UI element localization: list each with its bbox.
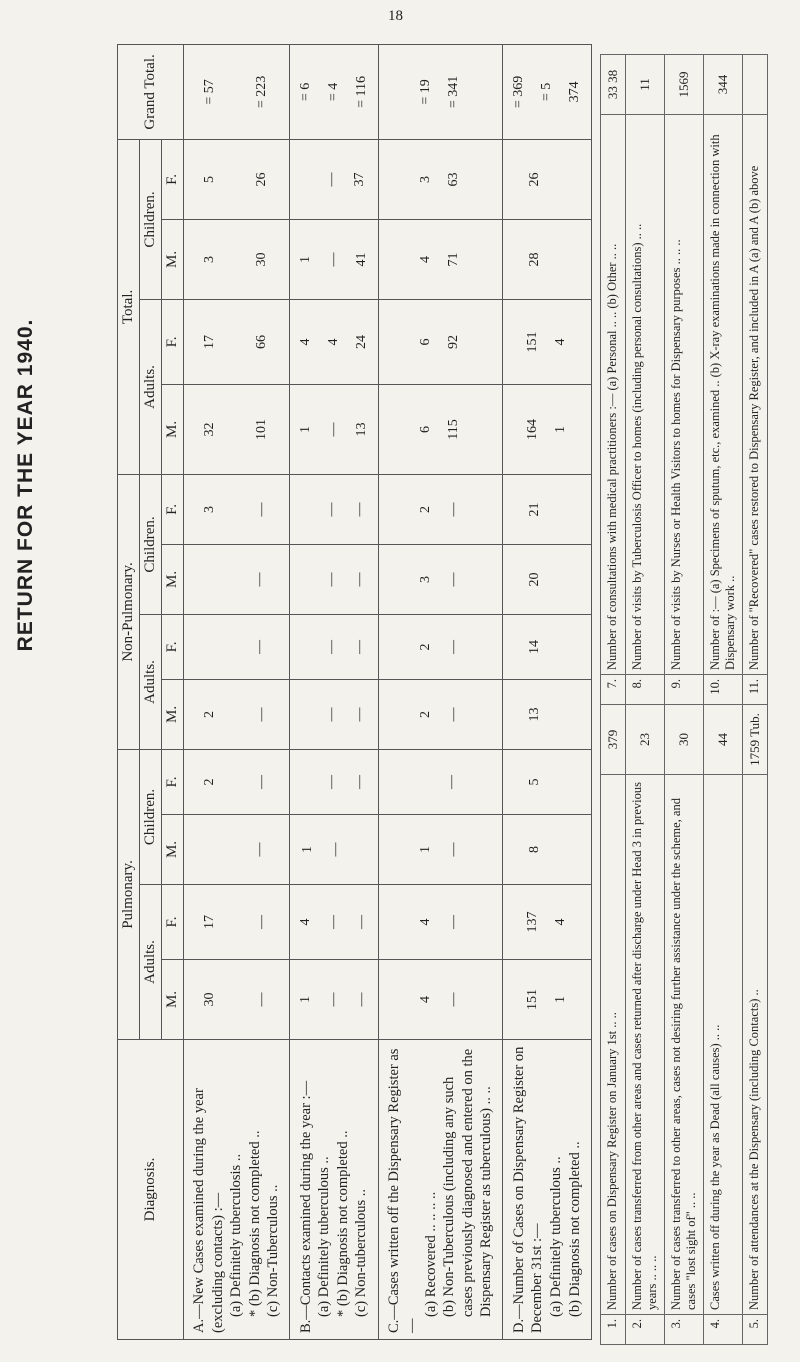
- col-m: M.: [162, 544, 184, 614]
- cell-value: = 19: [418, 79, 434, 105]
- cell-value: —: [325, 422, 341, 437]
- section-title: C.—Cases written off the Dispensary Register as—: [385, 1048, 421, 1333]
- summary-item-text: Number of cases transferred from other areas and cases returned after discharge under Head 3 in previous years .. .. ..: [626, 775, 665, 1315]
- cell-value: 1: [297, 425, 313, 433]
- value-cell: [378, 885, 502, 960]
- diagnosis-label: (b) Diagnosis not completed ..: [246, 1130, 263, 1307]
- cell-value: [549, 753, 573, 811]
- cell-value: 63: [446, 172, 462, 187]
- cell-value: 2: [418, 505, 434, 513]
- cell-value: [198, 618, 222, 676]
- pulmonary-header: Pulmonary.: [118, 749, 140, 1039]
- summary-item-text: Number of attendances at the Dispensary (including Contacts) ..: [743, 775, 768, 1315]
- cell-value: 20: [527, 572, 543, 587]
- value-cell: [289, 885, 378, 960]
- diagnosis-cell: [378, 1040, 502, 1340]
- diagnosis-line: [566, 1046, 585, 1333]
- value-cell: [378, 544, 502, 614]
- summary-item-value: 344: [704, 55, 743, 115]
- cell-value: 28: [527, 252, 543, 267]
- cell-value: [294, 683, 318, 746]
- cell-value: 14: [527, 639, 543, 654]
- cell-value: [224, 223, 248, 296]
- cell-value: 3: [202, 255, 218, 263]
- col-f: F.: [162, 299, 184, 384]
- cell-value: —: [323, 707, 339, 722]
- cell-value: 4: [553, 338, 569, 346]
- value-cell: [289, 815, 378, 885]
- value-cell: [503, 749, 592, 814]
- cell-value: [224, 963, 248, 1036]
- cell-value: 3: [418, 575, 434, 583]
- cell-value: 32: [202, 422, 218, 437]
- diagnosis-label: (a) Definitely tuberculosis ..: [228, 1153, 245, 1317]
- cell-value: —: [323, 639, 339, 654]
- cell-value: [549, 683, 573, 746]
- cell-value: 5: [527, 778, 543, 786]
- col-m: M.: [162, 219, 184, 299]
- cell-value: —: [254, 502, 270, 517]
- summary-item-number: 8.: [626, 675, 665, 705]
- summary-item-value: 33 38: [601, 55, 626, 115]
- cell-value: 3: [202, 505, 218, 513]
- diagnosis-line: [547, 1046, 566, 1333]
- cell-value: 151: [525, 989, 541, 1010]
- cell-value: [549, 223, 573, 296]
- grand-total-header: Grand Total.: [118, 44, 184, 139]
- cell-value: 17: [202, 915, 218, 929]
- value-cell: [184, 749, 290, 814]
- summary-item-value: 1759 Tub.: [743, 705, 768, 775]
- summary-item-text: Number of visits by Tuberculosis Officer to homes (including personal consultations) .. ..: [626, 115, 665, 675]
- cell-value: —: [353, 992, 369, 1007]
- cell-value: 1: [297, 996, 313, 1003]
- cell-value: —: [325, 992, 341, 1007]
- value-cell: [503, 219, 592, 299]
- cell-value: [224, 388, 248, 471]
- section-title: A.—New Cases examined during the year (excluding contacts) :—: [191, 1088, 226, 1333]
- total-header: Total.: [118, 139, 140, 474]
- table-row: [378, 44, 502, 1339]
- cell-value: 6: [418, 338, 434, 346]
- summary-item-value: 44: [704, 705, 743, 775]
- value-cell: [289, 749, 378, 814]
- table-body: [184, 44, 592, 1339]
- diagnosis-line: [246, 1046, 265, 1333]
- cell-value: —: [351, 707, 367, 722]
- cell-value: —: [323, 172, 339, 187]
- cell-value: 24: [353, 334, 369, 349]
- cell-value: = 223: [254, 75, 270, 109]
- star-mark: *: [334, 1309, 351, 1317]
- cell-value: = 6: [297, 82, 313, 102]
- cell-value: —: [325, 252, 341, 267]
- summary-item-value: 11: [626, 55, 665, 115]
- summary-item-text: Number of consultations with medical practitioners :— (a) Personal .. .. (b) Other .. ..: [601, 115, 626, 675]
- star-mark: *: [246, 1309, 263, 1317]
- cell-value: 4: [553, 918, 569, 926]
- summary-item-number: 10.: [704, 675, 743, 705]
- summary-item-number: 3.: [665, 1315, 704, 1345]
- cell-value: [294, 618, 318, 676]
- diagnosis-cell: [184, 1040, 290, 1340]
- cell-value: = 369: [511, 75, 527, 109]
- value-cell: [378, 679, 502, 749]
- value-cell: [503, 474, 592, 544]
- cell-value: 1: [553, 425, 569, 433]
- cell-value: 8: [527, 846, 543, 853]
- cell-value: 115: [446, 419, 462, 440]
- cell-value: —: [446, 842, 462, 857]
- page-number: 18: [388, 8, 403, 24]
- cell-value: 26: [254, 172, 270, 187]
- cell-value: 1: [418, 846, 434, 853]
- cell-value: [198, 548, 222, 611]
- cell-value: —: [252, 639, 268, 654]
- cell-value: 6: [418, 425, 434, 433]
- cell-value: —: [446, 639, 462, 654]
- value-cell: [378, 960, 502, 1040]
- cell-value: 1: [297, 255, 313, 263]
- value-cell: [503, 384, 592, 474]
- cell-value: 13: [527, 707, 543, 722]
- value-cell: [378, 614, 502, 679]
- value-cell: [378, 815, 502, 885]
- col-m: M.: [162, 815, 184, 885]
- col-m: M.: [162, 384, 184, 474]
- diagnosis-cell: [503, 1040, 592, 1340]
- cell-value: 101: [254, 418, 270, 440]
- col-f: F.: [162, 885, 184, 960]
- cell-value: 30: [254, 252, 270, 267]
- diagnosis-label: (b) Diagnosis not completed ..: [334, 1130, 351, 1307]
- cell-value: = 4: [325, 82, 341, 102]
- cell-value: 2: [202, 778, 218, 786]
- cell-value: [414, 753, 438, 811]
- table-row: [184, 44, 290, 1339]
- value-cell: [184, 614, 290, 679]
- col-f: F.: [162, 614, 184, 679]
- nonpulm-adults-header: Adults.: [140, 614, 162, 749]
- summary-row: [626, 55, 665, 1345]
- summary-row: [601, 55, 626, 1345]
- cell-value: —: [351, 639, 367, 654]
- cell-value: [224, 48, 248, 136]
- value-cell: [378, 139, 502, 219]
- cell-value: 41: [353, 252, 369, 267]
- cell-value: 37: [351, 172, 367, 187]
- cell-value: 2: [202, 710, 218, 718]
- diagnosis-line: [440, 1046, 496, 1333]
- value-cell: [289, 384, 378, 474]
- summary-item-text: Number of visits by Nurses or Health Visitors to homes for Dispensary purposes .. .. ..: [665, 115, 704, 675]
- grand-total-cell: [289, 44, 378, 139]
- cell-value: —: [446, 502, 462, 517]
- diagnosis-line: [422, 1046, 441, 1333]
- cell-value: [350, 818, 374, 881]
- cell-value: [549, 143, 573, 216]
- cell-value: —: [327, 842, 343, 857]
- cell-value: 2: [418, 643, 434, 651]
- cell-value: —: [254, 915, 270, 929]
- cell-value: [222, 818, 246, 881]
- value-cell: [503, 544, 592, 614]
- value-cell: [184, 219, 290, 299]
- summary-item-value: [743, 55, 768, 115]
- diagnosis-line: [264, 1046, 283, 1333]
- cell-value: 5: [202, 175, 218, 183]
- value-cell: [184, 960, 290, 1040]
- cell-value: [294, 548, 318, 611]
- cell-value: —: [446, 572, 462, 587]
- cell-value: —: [252, 842, 268, 857]
- cell-value: 4: [418, 996, 434, 1003]
- non-pulmonary-header: Non-Pulmonary.: [118, 474, 140, 749]
- value-cell: [289, 474, 378, 544]
- value-cell: [378, 384, 502, 474]
- total-children-header: Children.: [140, 139, 162, 299]
- cell-value: = 5: [539, 82, 555, 102]
- value-cell: [289, 614, 378, 679]
- value-cell: [503, 139, 592, 219]
- grand-total-cell: [503, 44, 592, 139]
- table-row: [289, 44, 378, 1339]
- cell-value: [549, 818, 573, 881]
- side-title-text: RETURN FOR THE YEAR 1940.: [14, 318, 37, 652]
- cell-value: 13: [353, 422, 369, 437]
- cell-value: [294, 143, 318, 216]
- cell-value: = 341: [446, 75, 462, 109]
- cell-value: [224, 143, 248, 216]
- cell-value: [224, 683, 248, 746]
- cell-value: [549, 618, 573, 676]
- diagnosis-label: (a) Recovered .. .. .. ..: [422, 1191, 439, 1317]
- summary-item-number: 7.: [601, 675, 626, 705]
- diagnosis-line: [227, 1046, 246, 1333]
- cell-value: 2: [418, 710, 434, 718]
- summary-item-value: 23: [626, 705, 665, 775]
- cell-value: [224, 303, 248, 381]
- cell-value: —: [446, 992, 462, 1007]
- cell-value: —: [446, 915, 462, 929]
- cell-value: —: [351, 572, 367, 587]
- cell-value: [224, 888, 248, 956]
- value-cell: [378, 219, 502, 299]
- cell-value: 4: [325, 338, 341, 346]
- cell-value: = 57: [202, 79, 218, 105]
- value-cell: [184, 474, 290, 544]
- cell-value: 17: [202, 334, 218, 349]
- diagnosis-label: (c) Non-Tuberculous ..: [265, 1184, 282, 1317]
- value-cell: [184, 815, 290, 885]
- cell-value: [294, 753, 318, 811]
- cell-value: —: [353, 915, 369, 929]
- summary-row: [704, 55, 743, 1345]
- value-cell: [503, 614, 592, 679]
- cell-value: —: [252, 572, 268, 587]
- summary-item-text: Number of cases transferred to other areas, cases not desiring further assistance under the scheme, and cases "lost sight of" .. ..: [665, 775, 704, 1315]
- summary-row: [743, 55, 768, 1345]
- summary-item-number: 9.: [665, 675, 704, 705]
- nonpulm-children-header: Children.: [140, 474, 162, 614]
- diagnosis-line: [334, 1046, 353, 1333]
- cell-value: [549, 478, 573, 541]
- value-cell: [184, 544, 290, 614]
- value-cell: [289, 544, 378, 614]
- tuberculosis-return-table: [117, 44, 592, 1340]
- diagnosis-label: (a) Definitely tuberculous ..: [548, 1156, 565, 1317]
- cell-value: [294, 478, 318, 541]
- value-cell: [184, 384, 290, 474]
- value-cell: [503, 885, 592, 960]
- col-f: F.: [162, 139, 184, 219]
- section-title: B.—Contacts examined during the year :—: [297, 1080, 314, 1333]
- value-cell: [184, 679, 290, 749]
- col-f: F.: [162, 474, 184, 544]
- diagnosis-line: [315, 1046, 334, 1333]
- table-row: [503, 44, 592, 1339]
- summary-item-number: 1.: [601, 1315, 626, 1345]
- cell-value: 30: [202, 992, 218, 1007]
- cell-value: [198, 818, 222, 881]
- cell-value: —: [351, 502, 367, 517]
- summary-container: [600, 55, 768, 1345]
- pulm-children-header: Children.: [140, 749, 162, 884]
- cell-value: —: [446, 707, 462, 722]
- value-cell: [289, 139, 378, 219]
- col-m: M.: [162, 679, 184, 749]
- total-adults-header: Adults.: [140, 299, 162, 474]
- value-cell: [289, 679, 378, 749]
- cell-value: 4: [418, 918, 434, 926]
- cell-value: [222, 548, 246, 611]
- cell-value: 1: [553, 996, 569, 1003]
- col-f: F.: [162, 749, 184, 814]
- grand-bracket-total: 374: [567, 81, 583, 103]
- value-cell: [503, 815, 592, 885]
- summary-item-text: Number of cases on Dispensary Register on January 1st .. ..: [601, 775, 626, 1315]
- summary-item-number: 5.: [743, 1315, 768, 1345]
- cell-value: 137: [525, 911, 541, 933]
- diagnosis-label: (c) Non-tuberculous ..: [353, 1188, 370, 1317]
- diagnosis-header: Diagnosis.: [118, 1040, 184, 1340]
- diagnosis-cell: [289, 1040, 378, 1340]
- cell-value: 4: [297, 338, 313, 346]
- diagnosis-label: (a) Definitely tuberculous ..: [316, 1156, 333, 1317]
- value-cell: [378, 749, 502, 814]
- value-cell: [289, 219, 378, 299]
- cell-value: 92: [446, 334, 462, 349]
- grand-total-cell: [184, 44, 290, 139]
- value-cell: [503, 679, 592, 749]
- cell-value: —: [323, 774, 339, 789]
- cell-value: —: [323, 572, 339, 587]
- summary-item-value: 1569: [665, 55, 704, 115]
- cell-value: = 116: [353, 75, 369, 108]
- cell-value: —: [351, 774, 367, 789]
- summary-item-text: Cases written off during the year as Dead (all causes) .. ..: [704, 775, 743, 1315]
- cell-value: 4: [297, 918, 313, 926]
- value-cell: [289, 299, 378, 384]
- summary-table: [600, 54, 768, 1345]
- cell-value: 26: [527, 172, 543, 187]
- cell-value: —: [254, 992, 270, 1007]
- diagnosis-line: [352, 1046, 371, 1333]
- value-cell: [503, 299, 592, 384]
- col-m: M.: [162, 960, 184, 1040]
- summary-item-number: 2.: [626, 1315, 665, 1345]
- summary-row: [665, 55, 704, 1345]
- pulm-adults-header: Adults.: [140, 885, 162, 1040]
- cell-value: [549, 548, 573, 611]
- side-title: [6, 60, 46, 910]
- diagnosis-label: (b) Diagnosis not completed ..: [566, 1141, 583, 1317]
- cell-value: —: [325, 915, 341, 929]
- cell-value: 66: [254, 334, 270, 349]
- summary-item-number: 4.: [704, 1315, 743, 1345]
- value-cell: [184, 299, 290, 384]
- summary-item-text: Number of "Recovered" cases restored to Dispensary Register, and included in A (a) and A (b) above: [743, 115, 768, 675]
- summary-item-number: 11.: [743, 675, 768, 705]
- cell-value: 3: [418, 175, 434, 183]
- section-title: D.—Number of Cases on Dispensary Register on December 31st :—: [510, 1046, 546, 1333]
- value-cell: [184, 885, 290, 960]
- cell-value: 21: [527, 502, 543, 517]
- cell-value: 1: [299, 846, 315, 853]
- cell-value: —: [323, 502, 339, 517]
- value-cell: [184, 139, 290, 219]
- cell-value: 151: [525, 331, 541, 353]
- summary-item-text: Number of :— (a) Specimens of sputum, etc., examined .. (b) X-ray examinations made in connection with Dispensary work ..: [704, 115, 743, 675]
- value-cell: [378, 299, 502, 384]
- cell-value: 4: [418, 255, 434, 263]
- cell-value: 71: [446, 252, 462, 267]
- cell-value: 164: [525, 418, 541, 440]
- cell-value: —: [444, 774, 460, 789]
- value-cell: [289, 960, 378, 1040]
- summary-item-value: 379: [601, 705, 626, 775]
- value-cell: [503, 960, 592, 1040]
- summary-item-value: 30: [665, 705, 704, 775]
- cell-value: —: [254, 707, 270, 722]
- value-cell: [378, 474, 502, 544]
- diagnosis-label: (b) Non-Tuberculous (including any such cases previously diagnosed and entered on the Dispensary Register as tuberculous) .. ..: [441, 1048, 495, 1317]
- cell-value: [224, 478, 248, 541]
- cell-value: [222, 618, 246, 676]
- cell-value: —: [254, 774, 270, 789]
- grand-total-cell: [378, 44, 502, 139]
- cell-value: [224, 753, 248, 811]
